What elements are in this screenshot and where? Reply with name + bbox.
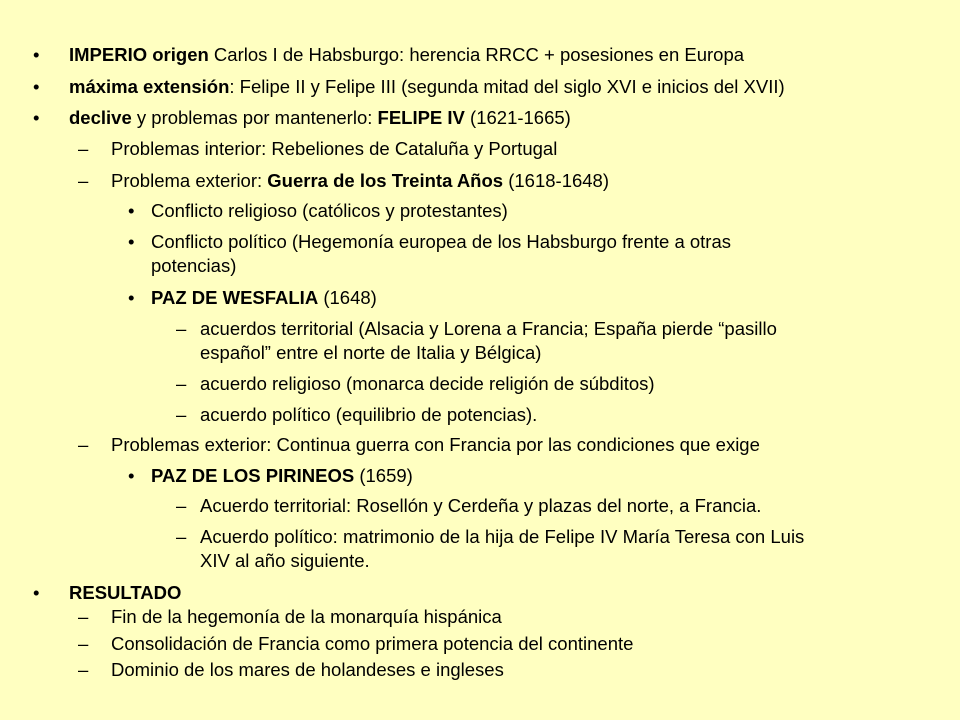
bullet-marker: • bbox=[128, 287, 135, 308]
item-resultado-3: Dominio de los mares de holandeses e ingleses bbox=[111, 659, 504, 680]
item-imperio bbox=[69, 43, 744, 67]
item-wesfalia-bold: PAZ DE WESFALIA bbox=[151, 287, 319, 308]
dash-marker: – bbox=[176, 318, 187, 339]
item-declive-text: y problemas por mantenerlo: bbox=[131, 107, 378, 128]
item-conflicto-religioso: Conflicto religioso (católicos y protestantes) bbox=[151, 200, 508, 221]
item-exterior-text: Problema exterior: bbox=[111, 170, 268, 191]
dash-marker: – bbox=[176, 373, 187, 394]
item-maxima bbox=[69, 75, 785, 99]
item-acuerdo-politico: acuerdo político (equilibrio de potencias). bbox=[200, 404, 538, 425]
bullet-marker: • bbox=[33, 582, 40, 603]
item-acuerdo-territorial-line2: español” entre el norte de Italia y Bélgica) bbox=[200, 342, 542, 363]
dash-marker: – bbox=[78, 138, 89, 159]
item-pirineos-territorial: Acuerdo territorial: Rosellón y Cerdeña y plazas del norte, a Francia. bbox=[200, 495, 762, 516]
item-interior: Problemas interior: Rebeliones de Cataluña y Portugal bbox=[111, 138, 558, 159]
item-pirineos-bold: PAZ DE LOS PIRINEOS bbox=[151, 465, 355, 486]
dash-marker: – bbox=[78, 434, 89, 455]
item-acuerdo-territorial-line1: acuerdos territorial (Alsacia y Lorena a Francia; España pierde “pasillo bbox=[200, 318, 777, 339]
item-exterior-text2: (1618-1648) bbox=[503, 170, 610, 191]
item-wesfalia bbox=[151, 286, 377, 310]
item-pirineos-politico-line1: Acuerdo político: matrimonio de la hija de Felipe IV María Teresa con Luis bbox=[200, 526, 805, 547]
bullet-marker: • bbox=[33, 44, 40, 65]
bullet-marker: • bbox=[33, 76, 40, 97]
dash-marker: – bbox=[78, 170, 89, 191]
dash-marker: – bbox=[78, 633, 89, 654]
item-resultado-bold: RESULTADO bbox=[69, 582, 182, 603]
item-imperio-bold: IMPERIO origen bbox=[69, 44, 209, 65]
item-declive-bold: declive bbox=[69, 107, 132, 128]
item-exterior-bold: Guerra de los Treinta Años bbox=[267, 170, 504, 191]
item-wesfalia-text: (1648) bbox=[318, 287, 377, 308]
item-conflicto-politico-line1: Conflicto político (Hegemonía europea de los Habsburgo frente a otras bbox=[151, 231, 732, 252]
dash-marker: – bbox=[78, 606, 89, 627]
item-maxima-bold: máxima extensión bbox=[69, 76, 230, 97]
item-resultado-1: Fin de la hegemonía de la monarquía hispánica bbox=[111, 606, 502, 627]
item-declive-bold2: FELIPE IV bbox=[377, 107, 465, 128]
dash-marker: – bbox=[78, 659, 89, 680]
item-pirineos-politico-line2: XIV al año siguiente. bbox=[200, 550, 370, 571]
item-declive-text2: (1621-1665) bbox=[464, 107, 571, 128]
item-pirineos bbox=[151, 464, 413, 488]
item-maxima-text: : Felipe II y Felipe III (segunda mitad del siglo XVI e inicios del XVII) bbox=[229, 76, 785, 97]
item-exterior-2: Problemas exterior: Continua guerra con Francia por las condiciones que exige bbox=[111, 434, 760, 455]
dash-marker: – bbox=[176, 495, 187, 516]
bullet-marker: • bbox=[128, 465, 135, 486]
bullet-marker: • bbox=[128, 200, 135, 221]
item-resultado bbox=[69, 581, 181, 605]
item-conflicto-politico-line2: potencias) bbox=[151, 255, 237, 276]
dash-marker: – bbox=[176, 404, 187, 425]
item-exterior bbox=[111, 169, 609, 193]
item-imperio-text: Carlos I de Habsburgo: herencia RRCC + posesiones en Europa bbox=[208, 44, 745, 65]
item-acuerdo-religioso: acuerdo religioso (monarca decide religión de súbditos) bbox=[200, 373, 655, 394]
item-resultado-2: Consolidación de Francia como primera potencia del continente bbox=[111, 633, 634, 654]
item-pirineos-text: (1659) bbox=[354, 465, 413, 486]
dash-marker: – bbox=[176, 526, 187, 547]
bullet-marker: • bbox=[128, 231, 135, 252]
item-declive bbox=[69, 106, 571, 130]
bullet-marker: • bbox=[33, 107, 40, 128]
